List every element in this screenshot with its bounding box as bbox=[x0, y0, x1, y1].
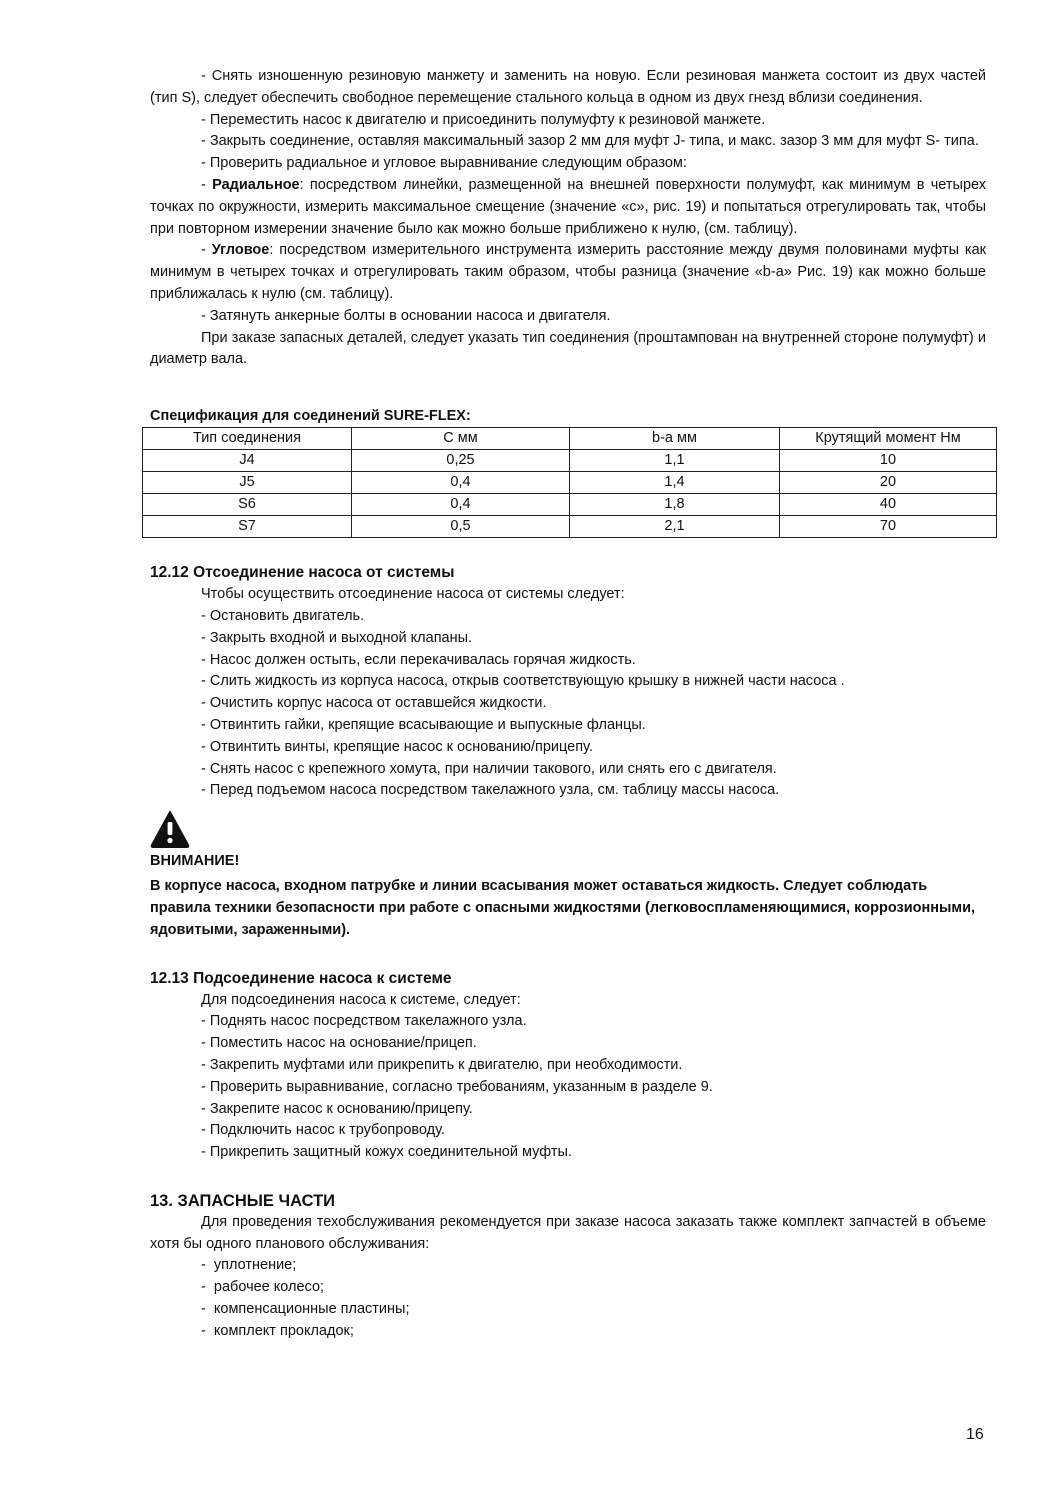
spec-header-cell: С мм bbox=[352, 428, 570, 450]
paragraph-check-alignment: - Проверить радиальное и угловое выравнивание следующим образом: bbox=[201, 155, 687, 172]
list-item: - Очистить корпус насоса от оставшейся жидкости. bbox=[201, 695, 547, 712]
paragraph-close-coupling: - Закрыть соединение, оставляя максимальный зазор 2 мм для муфт J- типа, и макс. зазор 3 мм для муфт S- типа. bbox=[201, 133, 979, 150]
paragraph-angular: - Угловое: посредством измерительного инструмента измерить расстояние между двумя половинами муфты как минимум в четырех точках и отрегулировать таким образом, чтобы разница (значение «b-a» Рис. 19) как можно больше приближалась к нулю (см. таблицу). bbox=[150, 242, 986, 302]
list-item: - комплект прокладок; bbox=[201, 1322, 354, 1339]
spec-header-cell: Крутящий момент Нм bbox=[780, 428, 997, 450]
list-item: - Отвинтить гайки, крепящие всасывающие и выпускные фланцы. bbox=[201, 716, 646, 733]
section-heading-12-13: 12.13 Подсоединение насоса к системе bbox=[150, 969, 452, 987]
list-item: - Закрепите насос к основанию/прицепу. bbox=[201, 1100, 473, 1117]
list-item: - Поднять насос посредством такелажного узла. bbox=[201, 1013, 527, 1030]
table-cell: 1,1 bbox=[570, 450, 780, 472]
table-cell: 20 bbox=[780, 472, 997, 494]
list-item: - Остановить двигатель. bbox=[201, 607, 365, 624]
paragraph-spare-order: При заказе запасных деталей, следует указать тип соединения (проштампован на внутренней стороне полумуфт) и диаметр вала. bbox=[150, 329, 986, 368]
paragraph-move-pump: - Переместить насос к двигателю и присоединить полумуфту к резиновой манжете. bbox=[201, 111, 766, 128]
list-item: - Отвинтить винты, крепящие насос к основанию/прицепу. bbox=[201, 738, 593, 755]
table-cell: J4 bbox=[143, 450, 352, 472]
paragraph-tighten-bolts: - Затянуть анкерные болты в основании насоса и двигателя. bbox=[201, 307, 611, 324]
table-cell: 0,4 bbox=[352, 494, 570, 516]
list-item: - компенсационные пластины; bbox=[201, 1301, 410, 1318]
section-heading-13: 13. ЗАПАСНЫЕ ЧАСТИ bbox=[150, 1191, 336, 1210]
table-cell: 1,8 bbox=[570, 494, 780, 516]
list-item: - Проверить выравнивание, согласно требованиям, указанным в разделе 9. bbox=[201, 1078, 713, 1095]
warning-text: В корпусе насоса, входном патрубке и линии всасывания может оставаться жидкость. Следует соблюдать правила техники безопасности при работе с опасными жидкостями (легковоспламеняющимися, коррозионными, ядовитыми, зараженными). bbox=[150, 878, 976, 938]
page-number: 16 bbox=[966, 1426, 984, 1443]
section-lead: Для подсоединения насоса к системе, следует: bbox=[201, 991, 521, 1008]
table-row bbox=[143, 494, 997, 516]
table-cell: 0,5 bbox=[352, 516, 570, 538]
list-item: - Закрепить муфтами или прикрепить к двигателю, при необходимости. bbox=[201, 1056, 683, 1073]
spec-header-cell: b-a мм bbox=[570, 428, 780, 450]
list-item: - Прикрепить защитный кожух соединительной муфты. bbox=[201, 1144, 572, 1161]
list-item: - Закрыть входной и выходной клапаны. bbox=[201, 629, 473, 646]
table-cell: S6 bbox=[143, 494, 352, 516]
paragraph-replace-cuff: - Снять изношенную резиновую манжету и заменить на новую. Если резиновая манжета состоит из двух частей (тип S), следует обеспечить свободное перемещение стального кольца в одном из двух гнезд вблизи соединения. bbox=[150, 68, 986, 106]
paragraph-radial: - Радиальное: посредством линейки, размещенной на внешней поверхности полумуфт, как минимум в четырех точках по окружности, измерить максимальное смещение (значение «с», рис. 19) и попытаться отрегулировать так, чтобы при повторном измерении значение было как можно больше приближено к нулю, (см. таблицу). bbox=[150, 176, 986, 237]
radial-term: Радиальное bbox=[212, 176, 300, 193]
list-item: - Перед подъемом насоса посредством такелажного узла, см. таблицу массы насоса. bbox=[201, 782, 780, 799]
spec-header-cell: Тип соединения bbox=[143, 428, 352, 450]
spec-table-title: Спецификация для соединений SURE-FLEX: bbox=[150, 408, 471, 425]
list-item: - Снять насос с крепежного хомута, при наличии такового, или снять его с двигателя. bbox=[201, 760, 777, 777]
table-row bbox=[143, 516, 997, 538]
table-cell: 70 bbox=[780, 516, 997, 538]
list-item: - Подключить насос к трубопроводу. bbox=[201, 1122, 445, 1139]
warning-triangle-icon bbox=[150, 810, 190, 848]
angular-term: Угловое bbox=[211, 242, 270, 259]
list-item: - Слить жидкость из корпуса насоса, открыв соответствующую крышку в нижней части насоса . bbox=[201, 673, 845, 690]
table-cell: S7 bbox=[143, 516, 352, 538]
table-row bbox=[143, 472, 997, 494]
list-item: - рабочее колесо; bbox=[201, 1279, 325, 1296]
document-page bbox=[150, 66, 986, 1343]
table-cell: 0,4 bbox=[352, 472, 570, 494]
section-heading-12-12: 12.12 Отсоединение насоса от системы bbox=[150, 564, 455, 582]
list-item: - Насос должен остыть, если перекачивалась горячая жидкость. bbox=[201, 651, 636, 668]
table-cell: 0,25 bbox=[352, 450, 570, 472]
table-cell: J5 bbox=[143, 472, 352, 494]
warning-title: ВНИМАНИЕ! bbox=[150, 853, 240, 870]
table-cell: 2,1 bbox=[570, 516, 780, 538]
table-row bbox=[143, 450, 997, 472]
spec-table bbox=[142, 427, 997, 538]
list-item: - Поместить насос на основание/прицеп. bbox=[201, 1035, 477, 1052]
table-cell: 1,4 bbox=[570, 472, 780, 494]
table-cell: 40 bbox=[780, 494, 997, 516]
list-item: - уплотнение; bbox=[201, 1257, 297, 1274]
spec-table-header-row bbox=[143, 428, 997, 450]
section-lead: Чтобы осуществить отсоединение насоса от системы следует: bbox=[201, 586, 625, 603]
table-cell: 10 bbox=[780, 450, 997, 472]
section-lead: Для проведения техобслуживания рекомендуется при заказе насоса заказать также комплект запчастей в объеме хотя бы одного планового обслуживания: bbox=[150, 1213, 986, 1252]
